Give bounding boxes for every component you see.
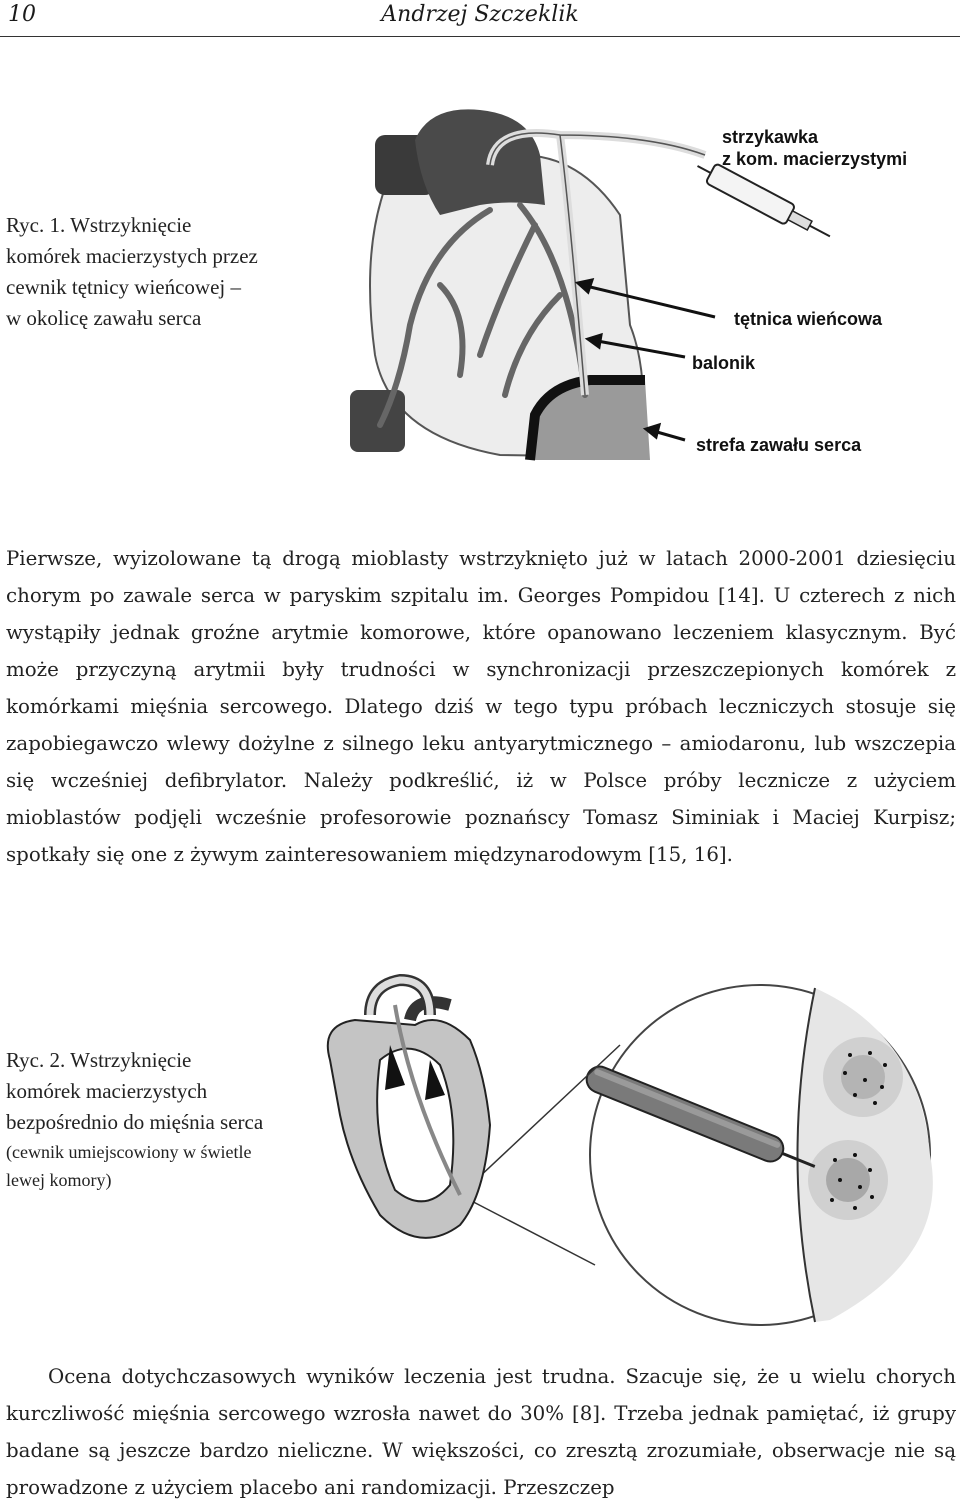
aortic-arch-shape (415, 109, 545, 215)
figure2-heart-illustration (310, 965, 960, 1365)
balloon-label: balonik (692, 353, 756, 373)
syringe-label-line1: strzykawka (722, 127, 819, 147)
body-paragraph-2: Ocena dotychczasowych wyników leczenia jest trudna. Szacuje się, że u wielu chorych kurczliwość mięśnia sercowego wzrosła nawet do 30% [8]. Trzeba jednak pamiętać, iż grupy badane są jeszcze bardzo nieliczne. W większości, co zresztą zrozumiałe, obserwacje nie są prowadzone z użyciem placebo ani randomizacji. Przeszczep (6, 1365, 956, 1499)
figure2-caption-sub: (cewnik umiejscowiony w świetle lewej komory) (6, 1142, 252, 1190)
figure2-caption (6, 1045, 271, 1194)
vena-cava-shape (350, 390, 405, 452)
figure1-caption: Ryc. 1. Wstrzyknięcie komórek macierzystych przez cewnik tętnicy wieńcowej – w okolicę zawału serca (6, 213, 258, 330)
body-paragraph-1: Pierwsze, wyizolowane tą drogą mioblasty wstrzyknięto już w latach 2000-2001 dziesięciu chorym po zawale serca w paryskim szpitalu im. Georges Pompidou [14]. U czterech z nich wystąpiły jednak groźne arytmie komorowe, które opanowano leczeniem klasycznym. Być może przyczyną arytmii były trudności w synchronizacji przeszczepionych komórek z komórkami mięśnia sercowego. Dlatego dziś w tego typu próbach leczniczych stosuje się zapobiegawczo wlewy dożylne z silnego leku antyarytmicznego – amiodaronu, lub wszczepia się wcześniej defibrylator. Należy podkreślić, iż w Polsce próby lecznicze z użyciem mioblastów podjęli wcześnie profesorowie poznańscy Tomasz Siminiak i Maciej Kurpisz; spotkały się one z żywym zainteresowaniem międzynarodowym [15, 16]. (6, 547, 956, 866)
running-author: Andrzej Szczeklik (381, 2, 579, 27)
infarct-label: strefa zawału serca (696, 435, 862, 455)
artery-label: tętnica wieńcowa (734, 309, 883, 329)
zoom-line-bottom (460, 1195, 595, 1265)
page-header (0, 0, 960, 37)
syringe-shape (692, 156, 835, 246)
figure2-caption-main: Ryc. 2. Wstrzyknięcie komórek macierzystych bezpośrednio do mięśnia serca (6, 1048, 264, 1134)
figure1-heart-illustration (320, 95, 960, 495)
page-number: 10 (8, 2, 36, 27)
syringe-label-line2: z kom. macierzystymi (722, 149, 908, 169)
